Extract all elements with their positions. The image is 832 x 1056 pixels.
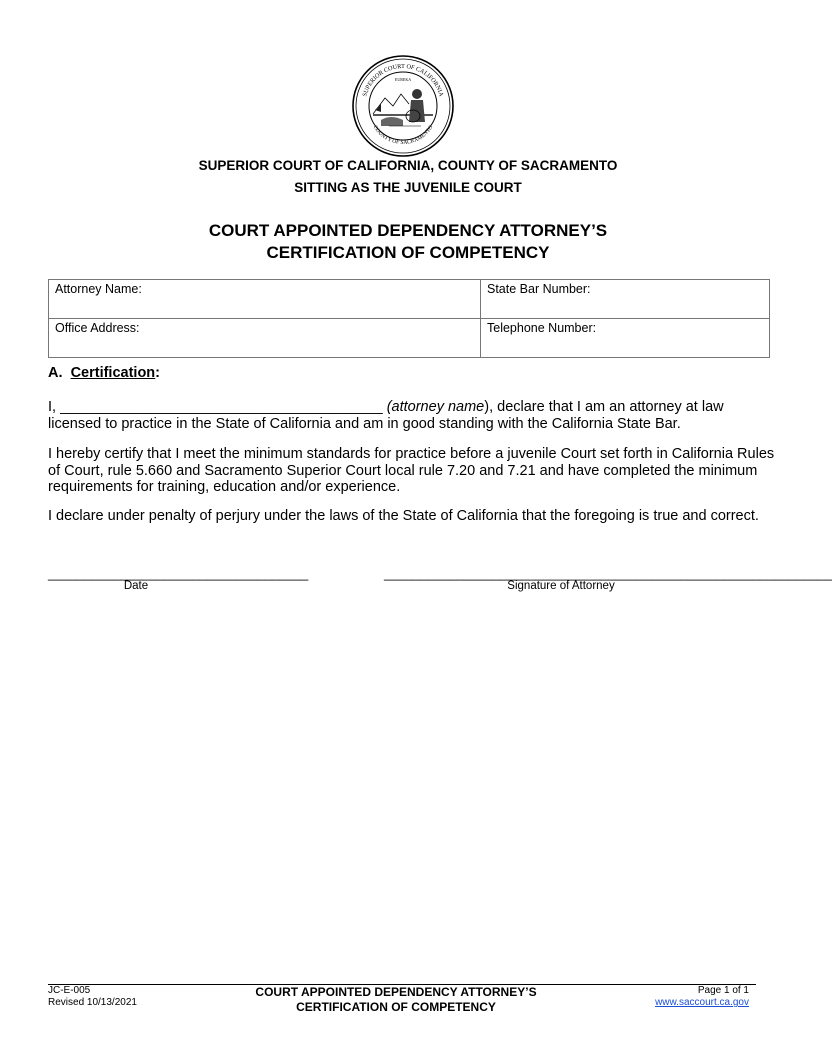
paragraph-certification: I hereby certify that I meet the minimum standards for practice before a juvenile Court set forth in California Rules of Court, rule 5.660 and Sacramento Superior Court local rule 7.20 and 7.21 and have completed the minimum requirements for training, education and/or experience. — [48, 446, 775, 495]
telephone-number-field[interactable] — [481, 319, 770, 358]
state-bar-number-field[interactable] — [481, 280, 770, 319]
section-a-letter: A. — [48, 365, 63, 381]
section-a-colon: : — [155, 365, 160, 381]
signature-line[interactable]: ______________________________________________________________ — [384, 566, 832, 581]
attorney-info-table — [48, 279, 770, 358]
section-a-title: Certification — [70, 365, 156, 381]
court-seal — [351, 54, 455, 158]
form-title-line-1: COURT APPOINTED DEPENDENCY ATTORNEY’S — [208, 221, 608, 240]
signature-label: Signature of Attorney — [507, 580, 615, 592]
date-label: Date — [123, 580, 149, 592]
form-title-line-2: CERTIFICATION OF COMPETENCY — [266, 243, 550, 262]
p1-rest: ), declare that I am an attorney at law licensed to practice in the State of California and am in good standing with the California State Bar. — [48, 399, 724, 432]
seal-motto: EUREKA — [394, 77, 412, 82]
footer-title-line-2: CERTIFICATION OF COMPETENCY — [296, 1000, 496, 1014]
footer-title — [200, 985, 592, 1015]
website-link[interactable]: www.saccourt.ca.gov — [655, 997, 749, 1008]
revised-date: Revised 10/13/2021 — [48, 997, 137, 1008]
paragraph-perjury: I declare under penalty of perjury under the laws of the State of California that the foregoing is true and correct. — [48, 508, 759, 524]
paragraph-declaration — [48, 399, 778, 432]
court-subtitle: SITTING AS THE JUVENILE COURT — [294, 180, 522, 195]
office-address-label: Office Address: — [55, 321, 140, 335]
p1-prefix: I, — [48, 399, 61, 415]
seal-outer-text: SUPERIOR COURT OF CALIFORNIA — [361, 62, 445, 98]
section-a-heading — [48, 365, 160, 381]
court-name: SUPERIOR COURT OF CALIFORNIA, COUNTY OF SACRAMENTO — [198, 158, 618, 173]
footer-title-line-1: COURT APPOINTED DEPENDENCY ATTORNEY’S — [255, 985, 537, 999]
state-bar-number-label: State Bar Number: — [487, 282, 591, 296]
page-number: Page 1 of 1 — [697, 985, 749, 996]
date-line[interactable]: ____________________________________ — [48, 566, 309, 581]
attorney-name-blank[interactable]: ________________________________________ — [60, 399, 383, 415]
attorney-name-hint: (attorney name — [386, 399, 485, 415]
attorney-name-label: Attorney Name: — [55, 282, 142, 296]
office-address-field[interactable] — [49, 319, 481, 358]
telephone-number-label: Telephone Number: — [487, 321, 597, 335]
attorney-name-field[interactable] — [49, 280, 481, 319]
seal-inner-text: COUNTY OF SACRAMENTO — [371, 124, 435, 147]
form-number: JC-E-005 — [48, 985, 91, 996]
